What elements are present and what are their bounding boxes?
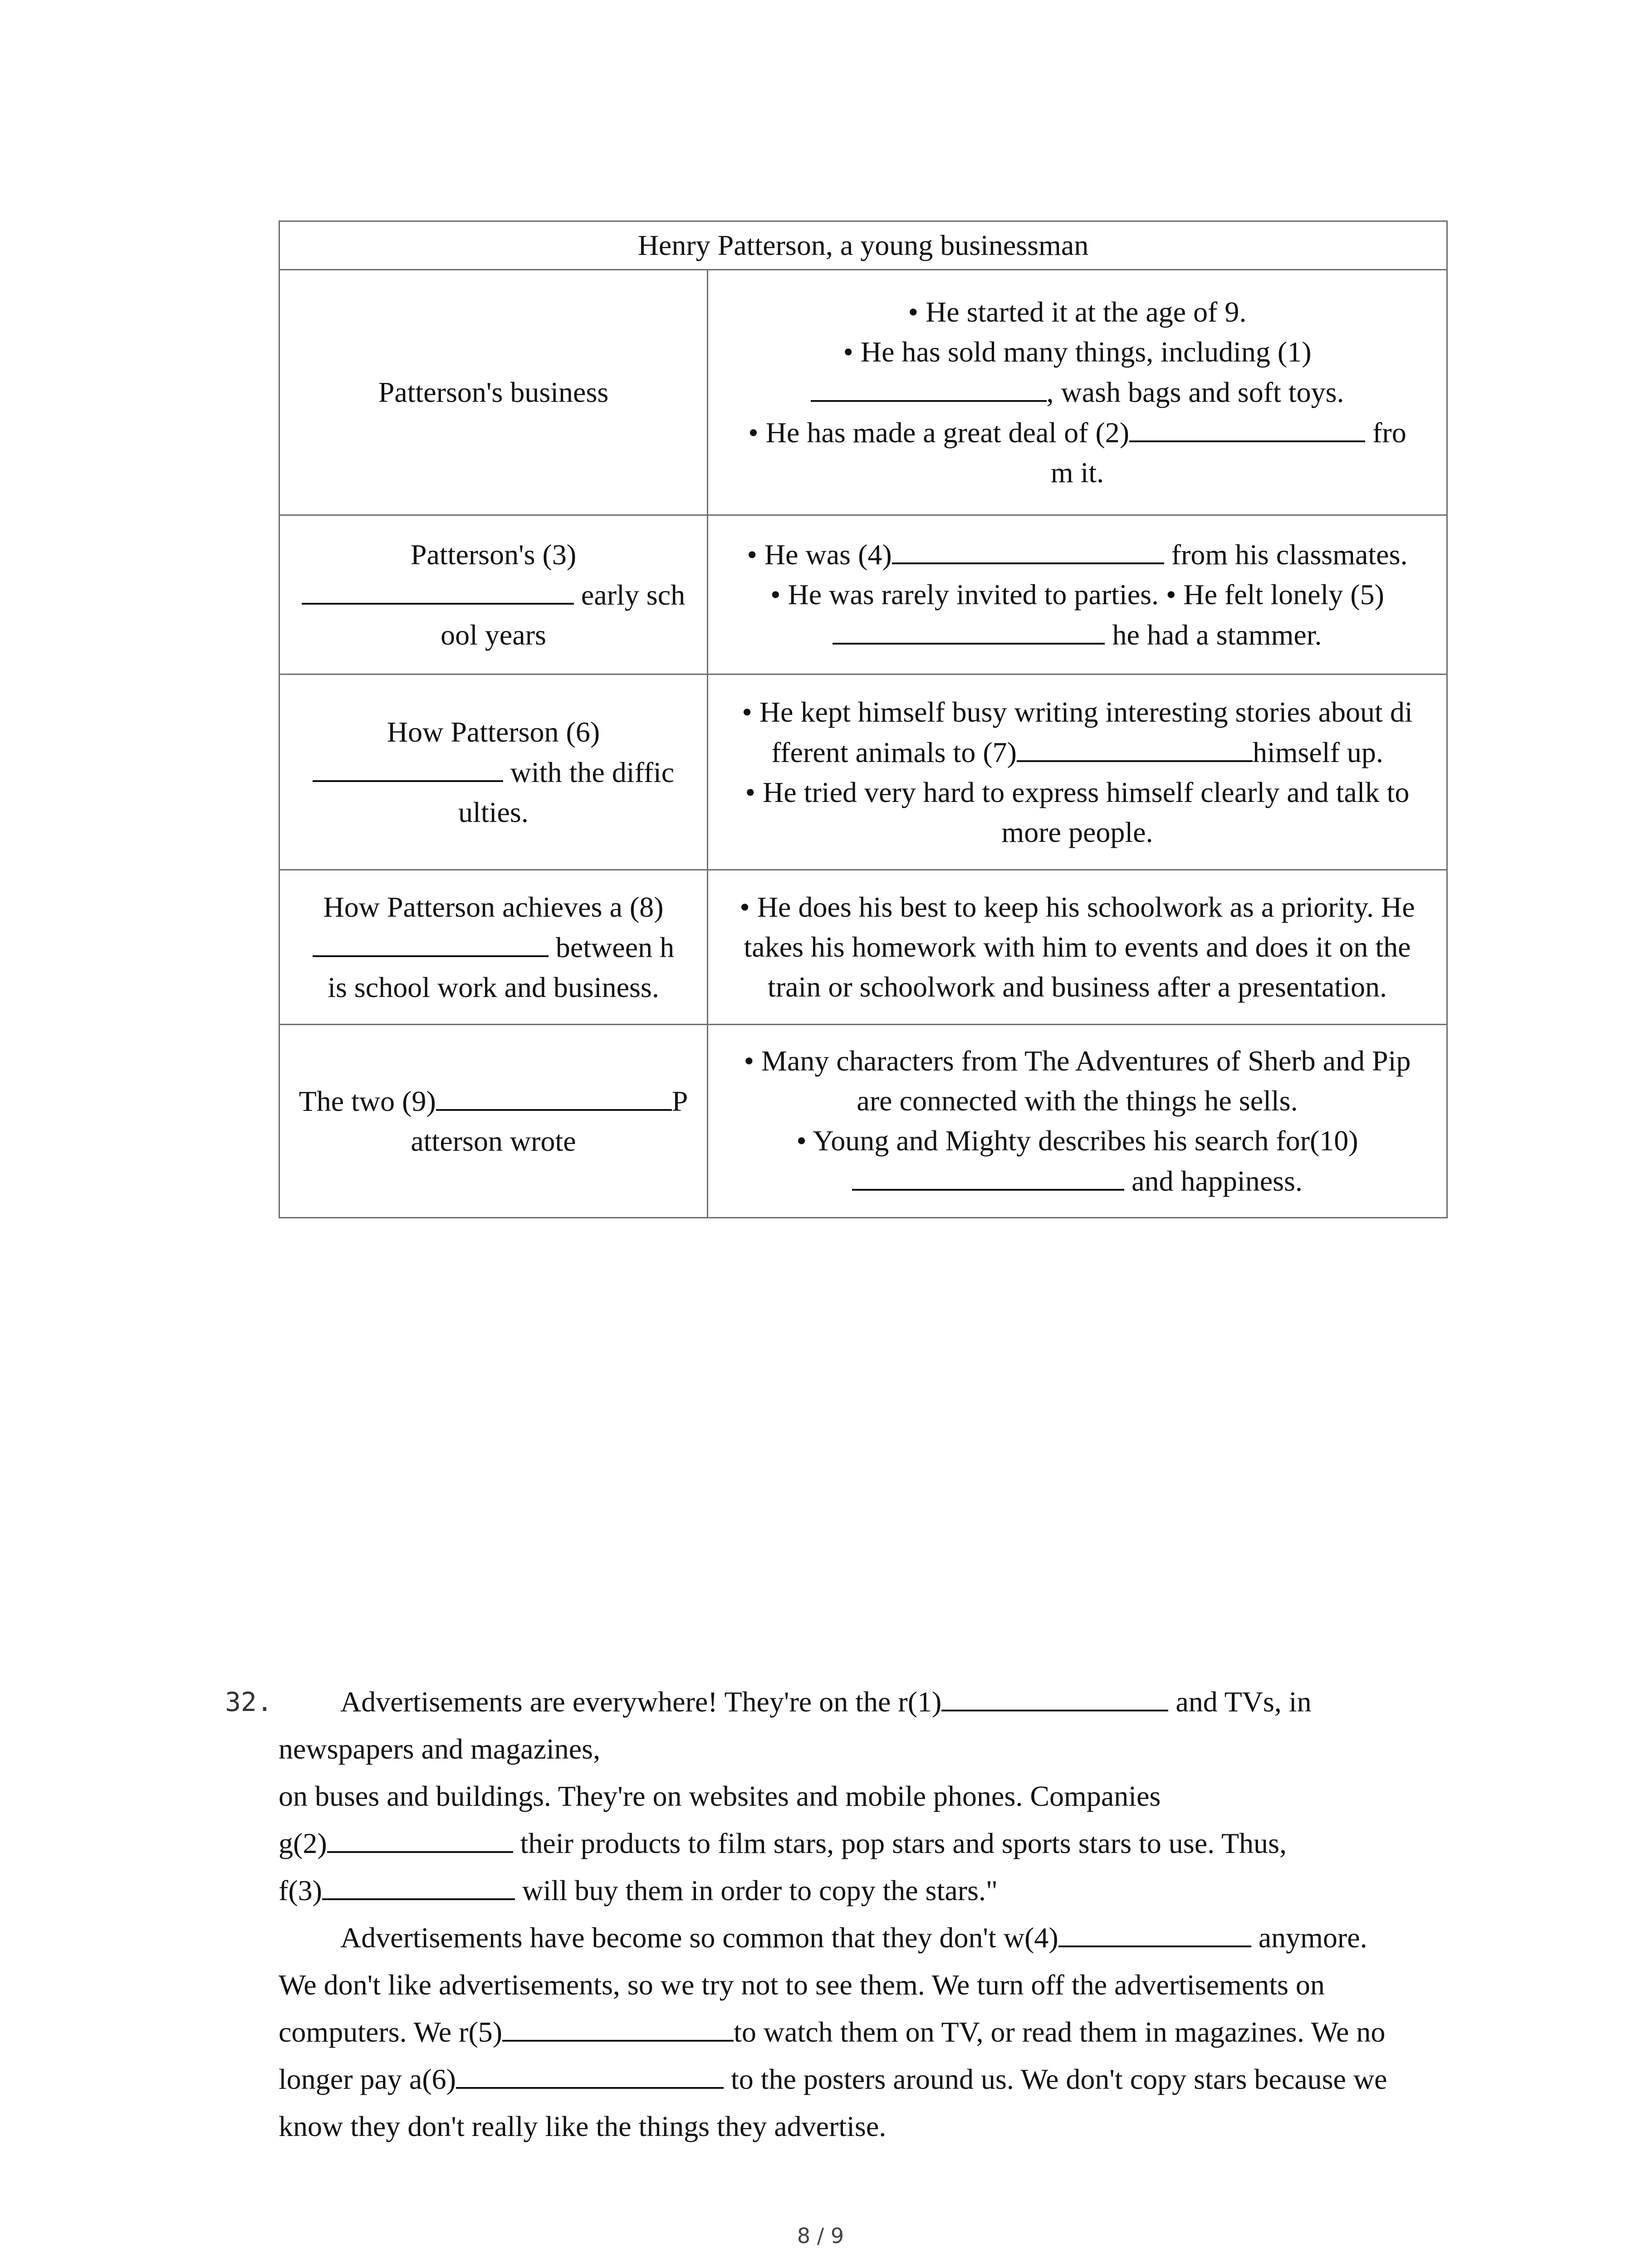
question-number: 32. (225, 1686, 273, 1717)
passage-blank-4[interactable] (1058, 1916, 1251, 1947)
answer-blank-7[interactable] (1017, 732, 1253, 762)
row-details: • He started it at the age of 9. • He has sold many things, including (1) , wash bags and soft toys. • He has made a great deal of (2) fro m it. (708, 270, 1447, 515)
row-details: • Many characters from The Adventures of Sherb and Pip are connected with the things he sells. • Young and Mighty describes his search for(10) and happiness. (708, 1025, 1447, 1218)
row-label: The two (9) P atterson wrote (279, 1025, 708, 1218)
table-row (279, 270, 1447, 515)
row-details: • He was (4) from his classmates. • He was rarely invited to parties. • He felt lonely (5) he had a stammer. (708, 515, 1447, 675)
passage-line: computers. We r(5) to watch them on TV, or read them in magazines. We no (279, 2009, 1450, 2056)
answer-blank-9[interactable] (436, 1081, 672, 1111)
passage-blank-3[interactable] (322, 1869, 515, 1900)
table-row (279, 870, 1447, 1025)
question-32 (225, 1678, 1450, 2150)
passage-line: on buses and buildings. They're on websites and mobile phones. Companies (279, 1780, 1161, 1812)
table-row (279, 675, 1447, 870)
passage-blank-6[interactable] (456, 2058, 724, 2089)
row-details: • He does his best to keep his schoolwork as a priority. He takes his homework with him to events and does it on the train or schoolwork and business after a presentation. (708, 870, 1447, 1025)
passage-blank-5[interactable] (502, 2011, 734, 2042)
passage-line: Advertisements have become so common that they don't w(4) anymore. (279, 1914, 1450, 1961)
row-label: How Patterson (6) with the diffic ulties. (279, 675, 708, 870)
answer-blank-6[interactable] (313, 752, 503, 782)
page-number: 8 / 9 (797, 2224, 844, 2248)
table-title: Henry Patterson, a young businessman (279, 221, 1447, 270)
passage-line: longer pay a(6) to the posters around us. We don't copy stars because we (279, 2056, 1450, 2103)
row-label: How Patterson achieves a (8) between h is school work and business. (279, 870, 708, 1025)
passage-line: know they don't really like the things they advertise. (279, 2110, 887, 2142)
summary-table (279, 220, 1448, 1218)
table-row (279, 1025, 1447, 1218)
passage-line: g(2) their products to film stars, pop stars and sports stars to use. Thus, (279, 1820, 1450, 1867)
row-label: Patterson's business (279, 270, 708, 515)
answer-blank-4[interactable] (892, 534, 1164, 564)
answer-blank-2[interactable] (1129, 412, 1365, 442)
passage-line: We don't like advertisements, so we try not to see them. We turn off the advertisements on (279, 1969, 1325, 2001)
table-row (279, 515, 1447, 675)
passage-blank-1[interactable] (941, 1681, 1168, 1711)
row-details: • He kept himself busy writing interesting stories about di fferent animals to (7) himself up. • He tried very hard to express himself clearly and talk to more people. (708, 675, 1447, 870)
answer-blank-10[interactable] (852, 1161, 1124, 1191)
answer-blank-3[interactable] (302, 575, 574, 605)
answer-blank-1[interactable] (811, 372, 1047, 402)
answer-blank-8[interactable] (313, 927, 549, 957)
passage-line: newspapers and magazines, (279, 1733, 601, 1765)
passage-blank-2[interactable] (327, 1822, 513, 1853)
row-label: Patterson's (3) early sch ool years (279, 515, 708, 675)
passage-line: Advertisements are everywhere! They're on the r(1) and TVs, in (279, 1678, 1450, 1725)
passage-line: f(3) will buy them in order to copy the stars." (279, 1867, 1450, 1914)
answer-blank-5[interactable] (833, 615, 1105, 645)
